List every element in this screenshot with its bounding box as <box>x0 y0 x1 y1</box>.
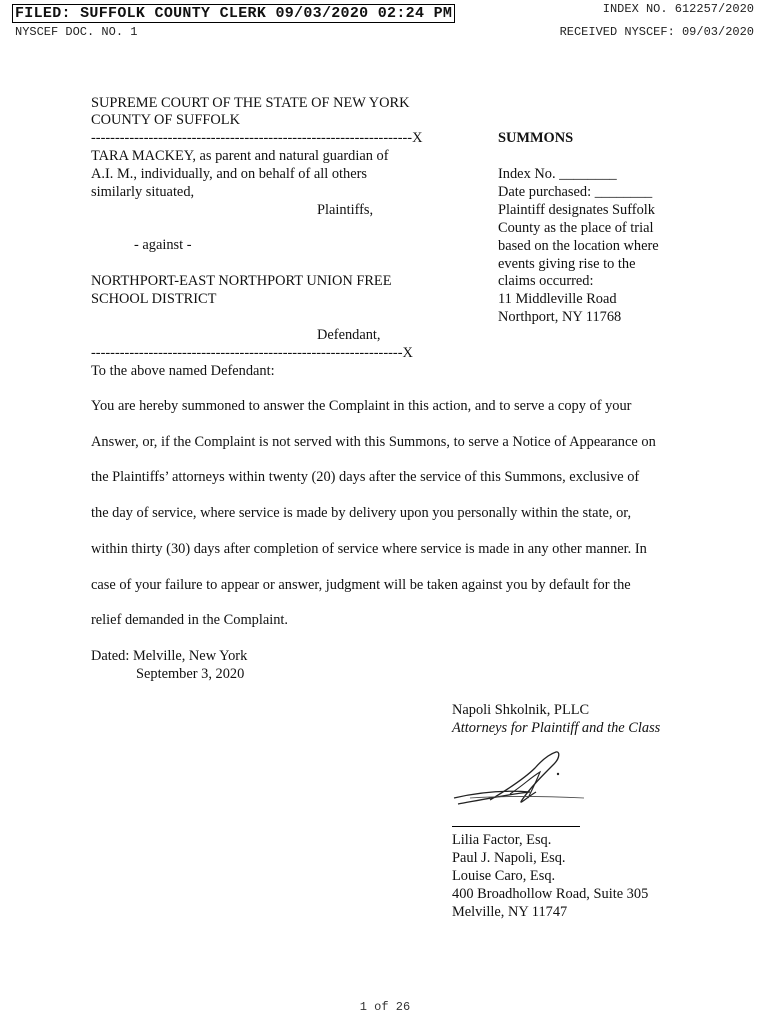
firm-address-line: Melville, NY 11747 <box>452 904 568 920</box>
filed-stamp: FILED: SUFFOLK COUNTY CLERK 09/03/2020 02:24 PM <box>12 4 455 23</box>
date-purchased-field: Date purchased: ________ <box>498 184 653 200</box>
handwritten-signature <box>450 748 590 810</box>
attorney-line: Louise Caro, Esq. <box>452 868 556 884</box>
designation-line: Northport, NY 11768 <box>498 309 622 325</box>
body-line: Answer, or, if the Complaint is not served with this Summons, to serve a Notice of Appearance on <box>91 434 656 450</box>
plaintiff-line-2: A.I. M., individually, and on behalf of all others <box>91 166 368 182</box>
designation-line: Plaintiff designates Suffolk <box>498 202 655 218</box>
plaintiff-line-1: TARA MACKEY, as parent and natural guardian of <box>91 148 389 164</box>
body-line: You are hereby summoned to answer the Complaint in this action, and to serve a copy of your <box>91 398 632 414</box>
body-line: the day of service, where service is made by delivery upon you personally within the state, or, <box>91 505 632 521</box>
plaintiff-line-3: similarly situated, <box>91 184 195 200</box>
salutation: To the above named Defendant: <box>91 363 275 379</box>
attorney-line: Paul J. Napoli, Esq. <box>452 850 566 866</box>
designation-line: based on the location where <box>498 238 659 254</box>
caption-divider-top: -------------------------------------------------------------------X <box>91 130 423 146</box>
nyscef-doc-number: NYSCEF DOC. NO. 1 <box>15 25 138 39</box>
summons-title: SUMMONS <box>498 130 574 146</box>
attorney-line: Lilia Factor, Esq. <box>452 832 552 848</box>
plaintiffs-label: Plaintiffs, <box>317 202 374 218</box>
signature-line <box>452 826 580 827</box>
designation-line: claims occurred: <box>498 273 594 289</box>
index-no-field: Index No. ________ <box>498 166 617 182</box>
defendant-line-1: NORTHPORT-EAST NORTHPORT UNION FREE <box>91 273 392 289</box>
dated-date: September 3, 2020 <box>136 666 245 682</box>
body-line: relief demanded in the Complaint. <box>91 612 289 628</box>
received-nyscef: RECEIVED NYSCEF: 09/03/2020 <box>559 25 754 39</box>
designation-line: County as the place of trial <box>498 220 654 236</box>
index-number: INDEX NO. 612257/2020 <box>602 2 754 16</box>
defendant-line-2: SCHOOL DISTRICT <box>91 291 217 307</box>
designation-line: 11 Middleville Road <box>498 291 617 307</box>
designation-line: events giving rise to the <box>498 256 636 272</box>
firm-address-line: 400 Broadhollow Road, Suite 305 <box>452 886 649 902</box>
body-line: case of your failure to appear or answer, judgment will be taken against you by default for the <box>91 577 631 593</box>
firm-name: Napoli Shkolnik, PLLC <box>452 702 590 718</box>
county-name: COUNTY OF SUFFOLK <box>91 112 240 128</box>
caption-divider-bottom: -----------------------------------------------------------------X <box>91 345 413 361</box>
defendant-label: Defendant, <box>317 327 381 343</box>
dated-location: Dated: Melville, New York <box>91 648 248 664</box>
court-name: SUPREME COURT OF THE STATE OF NEW YORK <box>91 95 410 111</box>
against-label: - against - <box>134 237 192 253</box>
body-line: within thirty (30) days after completion of service where service is made in any other manner. In <box>91 541 647 557</box>
firm-role: Attorneys for Plaintiff and the Class <box>452 720 661 736</box>
page-number: 1 of 26 <box>359 1000 411 1014</box>
body-line: the Plaintiffs’ attorneys within twenty (20) days after the service of this Summons, exclusive of <box>91 469 640 485</box>
